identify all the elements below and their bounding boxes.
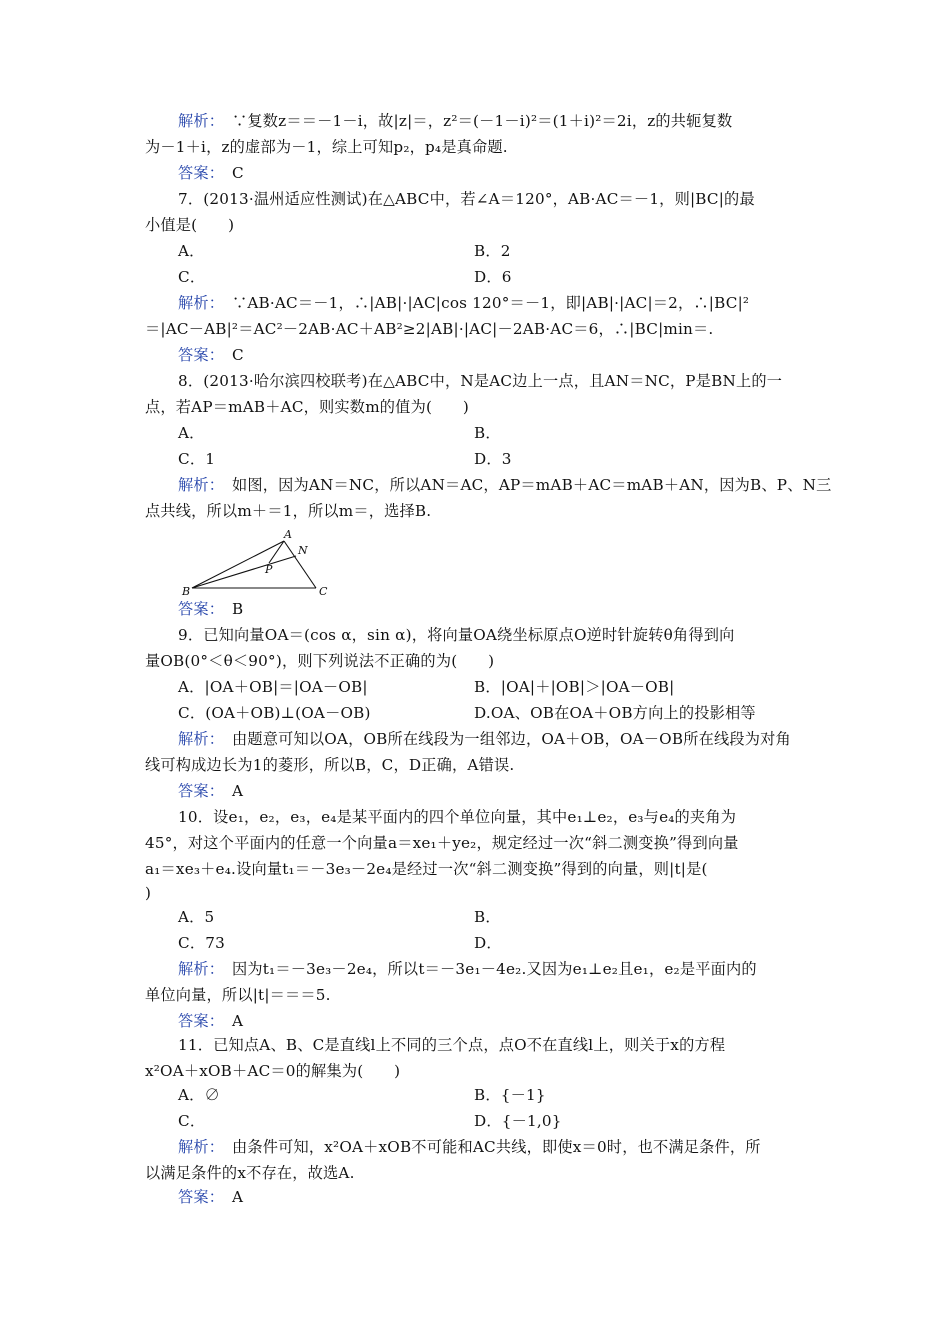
- text-line: [145, 858, 708, 880]
- answer-label: 答案：: [178, 600, 217, 618]
- line-text: C．(OA＋OB)⊥(OA－OB): [178, 704, 371, 722]
- line-text: D．6: [474, 268, 512, 286]
- text-line: [145, 1162, 355, 1184]
- text-line: [474, 906, 501, 928]
- text-line: [145, 1060, 400, 1082]
- text-line: [178, 162, 244, 184]
- line-text: C: [216, 164, 244, 182]
- line-text: D．: [474, 934, 502, 952]
- text-line: [178, 932, 225, 954]
- answer-label: 解析：: [178, 730, 217, 748]
- text-line: [178, 448, 215, 470]
- line-text: 单位向量，所以|t|＝＝＝5.: [145, 986, 331, 1004]
- text-line: [145, 832, 739, 854]
- line-text: B．: [474, 908, 501, 926]
- answer-label: 答案：: [178, 1188, 217, 1206]
- line-text: 45°，对这个平面内的任意一个向量a＝xe₁＋ye₂，规定经过一次“斜二测变换”得到向量: [145, 834, 739, 852]
- text-line: [178, 1110, 205, 1132]
- text-line: [145, 318, 713, 340]
- answer-label: 解析：: [178, 112, 217, 130]
- line-text: ∵复数z＝＝－1－i，故|z|＝，z²＝(－1－i)²＝(1＋i)²＝2i，z的共轭复数: [216, 112, 733, 130]
- label-c: C: [319, 585, 328, 598]
- text-line: [178, 624, 734, 646]
- text-line: [178, 266, 205, 288]
- line-text: 7．(2013·温州适应性测试)在△ABC中，若∠A＝120°，AB·AC＝－1，则|BC|的最: [178, 190, 755, 208]
- text-line: [178, 370, 782, 392]
- text-line: [178, 474, 831, 496]
- answer-label: 解析：: [178, 960, 217, 978]
- text-line: [178, 1010, 243, 1032]
- text-line: [145, 650, 494, 672]
- line-text: 由题意可知以OA，OB所在线段为一组邻边，OA＋OB，OA－OB所在线段为对角: [216, 730, 791, 748]
- line-text: B．2: [474, 242, 511, 260]
- line-text: 为－1＋i，z的虚部为－1，综上可知p₂，p₄是真命题.: [145, 138, 508, 156]
- line-text: D.OA、OB在OA＋OB方向上的投影相等: [474, 704, 756, 722]
- text-line: [178, 958, 757, 980]
- line-text: C．73: [178, 934, 225, 952]
- line-text: C: [216, 346, 244, 364]
- line-text: ∵AB·AC＝－1，∴|AB|·|AC|cos 120°＝－1，即|AB|·|AC|＝2，∴|BC|²: [216, 294, 750, 312]
- text-line: [178, 422, 205, 444]
- label-a: A: [284, 528, 292, 541]
- text-line: [178, 598, 243, 620]
- answer-label: 答案：: [178, 346, 217, 364]
- line-text: B．: [474, 424, 501, 442]
- line-text: a₁＝xe₃＋e₄.设向量t₁＝－3e₃－2e₄是经过一次“斜二测变换”得到的向量，则|t|是(: [145, 860, 708, 878]
- line-text: 由条件可知，x²OA＋xOB不可能和AC共线，即使x＝0时，也不满足条件，所: [216, 1138, 761, 1156]
- line-text: x²OA＋xOB＋AC＝0的解集为( ): [145, 1062, 401, 1080]
- text-line: [474, 448, 512, 470]
- line-text: 如图，因为AN＝NC，所以AN＝AC，AP＝mAB＋AC＝mAB＋AN，因为B、P、N三: [216, 476, 832, 494]
- text-line: [178, 906, 214, 928]
- text-line: [474, 676, 674, 698]
- line-text: D．3: [474, 450, 512, 468]
- text-line: [145, 984, 331, 1006]
- line-text: 点，若AP＝mAB＋AC，则实数m的值为( ): [145, 398, 469, 416]
- line-text: A．∅: [178, 1086, 220, 1104]
- text-line: [178, 344, 244, 366]
- text-line: [178, 110, 732, 132]
- text-line: [178, 1186, 243, 1208]
- text-line: [145, 754, 514, 776]
- line-text: 8．(2013·哈尔滨四校联考)在△ABC中，N是AC边上一点，且AN＝NC，P是BN上的一: [178, 372, 783, 390]
- text-line: [474, 422, 501, 444]
- label-p: P: [265, 563, 273, 576]
- line-text: 小值是( ): [145, 216, 235, 234]
- text-line: [178, 728, 791, 750]
- line-text: A: [216, 1012, 244, 1030]
- text-line: [178, 702, 371, 724]
- answer-label: 答案：: [178, 782, 217, 800]
- label-n: N: [298, 544, 308, 557]
- text-line: [178, 780, 243, 802]
- line-text: 以满足条件的x不存在，故选A.: [145, 1164, 355, 1182]
- text-line: [145, 136, 508, 158]
- line-text: D．{－1,0}: [474, 1112, 562, 1130]
- text-line: [178, 676, 368, 698]
- line-text: A: [216, 1188, 244, 1206]
- line-text: 点共线，所以m＋＝1，所以m＝，选择B.: [145, 502, 432, 520]
- text-line: [145, 214, 234, 236]
- line-text: B．|OA|＋|OB|＞|OA－OB|: [474, 678, 675, 696]
- text-line: [178, 240, 205, 262]
- text-line: [474, 266, 512, 288]
- text-line: [474, 1084, 546, 1106]
- line-text: A．5: [178, 908, 215, 926]
- edge-bn: [192, 556, 296, 588]
- line-text: A．: [178, 424, 205, 442]
- text-line: [145, 500, 431, 522]
- text-line: [474, 240, 511, 262]
- text-line: [145, 396, 469, 418]
- line-text: 9．已知向量OA＝(cos α，sin α)，将向量OA绕坐标原点O逆时针旋转θ角得到向: [178, 626, 735, 644]
- line-text: 量OB(0°＜θ＜90°)，则下列说法不正确的为( ): [145, 652, 495, 670]
- line-text: A: [216, 782, 244, 800]
- triangle-figure: [168, 528, 338, 600]
- answer-label: 解析：: [178, 1138, 217, 1156]
- answer-label: 解析：: [178, 476, 217, 494]
- label-b: B: [182, 585, 191, 598]
- text-line: [178, 1034, 725, 1056]
- line-text: 11．已知点A、B、C是直线l上不同的三个点，点O不在直线l上，则关于x的方程: [178, 1036, 726, 1054]
- line-text: C．: [178, 1112, 206, 1130]
- line-text: B: [216, 600, 244, 618]
- text-line: [145, 882, 151, 904]
- text-line: [178, 1084, 220, 1106]
- line-text: 10．设e₁，e₂，e₃，e₄是某平面内的四个单位向量，其中e₁⊥e₂，e₃与e₄的夹角为: [178, 808, 737, 826]
- text-line: [178, 188, 755, 210]
- answer-label: 解析：: [178, 294, 217, 312]
- text-line: [474, 1110, 562, 1132]
- text-line: [178, 292, 749, 314]
- text-line: [178, 1136, 761, 1158]
- line-text: B．{－1}: [474, 1086, 546, 1104]
- text-line: [474, 932, 502, 954]
- line-text: 线可构成边长为1的菱形，所以B，C，D正确，A错误.: [145, 756, 515, 774]
- text-line: [178, 806, 736, 828]
- answer-label: 答案：: [178, 1012, 217, 1030]
- line-text: ＝|AC－AB|²＝AC²－2AB·AC＋AB²≥2|AB|·|AC|－2AB·AC＝6，∴|BC|min＝.: [145, 320, 714, 338]
- answer-label: 答案：: [178, 164, 217, 182]
- line-text: A．: [178, 242, 205, 260]
- text-line: [474, 702, 756, 724]
- line-text: C．: [178, 268, 206, 286]
- line-text: A．|OA＋OB|＝|OA－OB|: [178, 678, 368, 696]
- line-text: C．1: [178, 450, 216, 468]
- line-text: ): [145, 884, 152, 902]
- line-text: 因为t₁＝－3e₃－2e₄，所以t＝－3e₁－4e₂.又因为e₁⊥e₂且e₁，e₂是平面内的: [216, 960, 757, 978]
